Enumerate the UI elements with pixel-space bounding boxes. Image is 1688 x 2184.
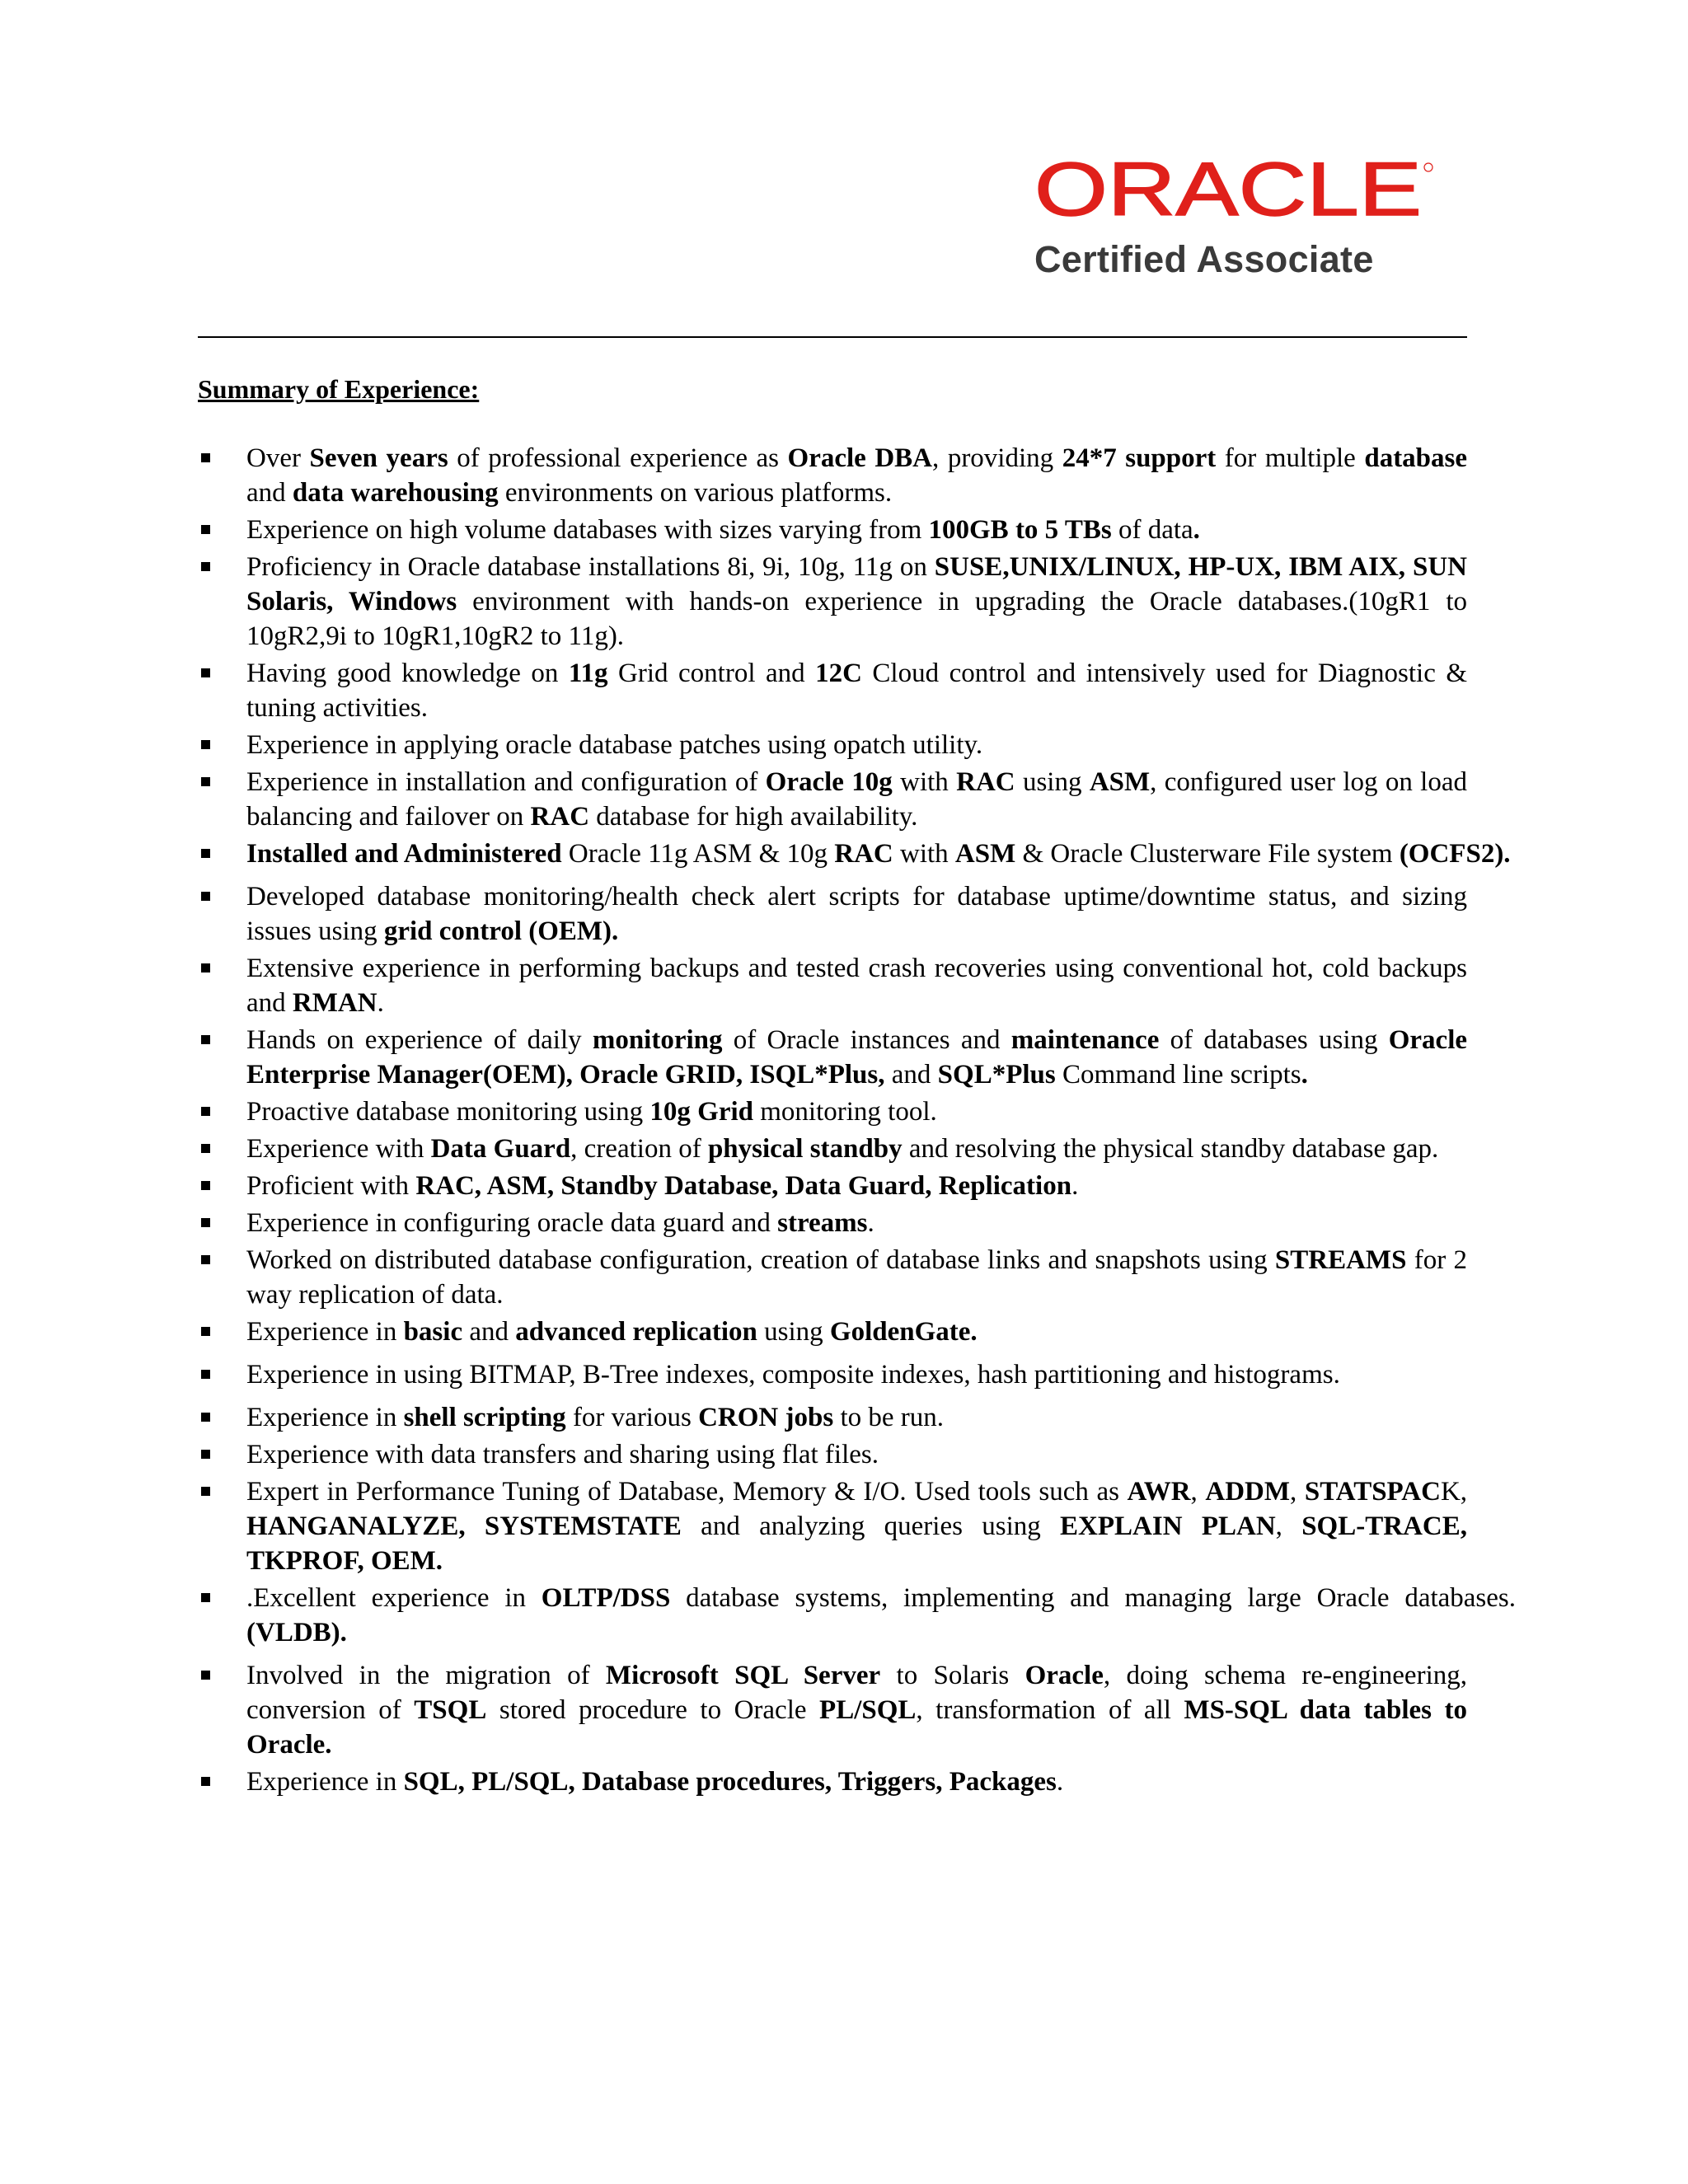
list-item xyxy=(198,1658,1467,1762)
square-bullet-icon xyxy=(201,1593,210,1602)
square-bullet-icon xyxy=(201,1327,210,1336)
list-item xyxy=(198,1094,1467,1129)
list-item xyxy=(198,1169,1467,1203)
list-item xyxy=(198,728,1467,762)
square-bullet-icon xyxy=(201,562,210,571)
item-text: Experience in installation and configuration of Oracle 10g with RAC using ASM, configured user log on load balancing and failover on RAC database for high availability. xyxy=(246,767,1467,832)
square-bullet-icon xyxy=(201,453,210,462)
list-item xyxy=(198,951,1467,1020)
item-text: Expert in Performance Tuning of Database, Memory & I/O. Used tools such as AWR, ADDM, STATSPACK, HANGANALYZE, SYSTEMSTATE and analyzing queries using EXPLAIN PLAN, SQL-TRACE, TKPROF, OEM. xyxy=(246,1477,1468,1576)
list-item xyxy=(198,1437,1467,1472)
square-bullet-icon xyxy=(201,668,210,677)
square-bullet-icon xyxy=(201,1255,210,1264)
square-bullet-icon xyxy=(201,777,210,786)
item-text: Experience with Data Guard, creation of physical standby and resolving the physical standby database gap. xyxy=(246,1134,1439,1164)
oracle-wordmark-logo xyxy=(1034,161,1434,220)
list-item xyxy=(198,1400,1467,1435)
logo-certification: Certified Associate xyxy=(1034,238,1374,280)
list-item xyxy=(198,1023,1467,1092)
list-item xyxy=(198,441,1467,510)
item-text: Experience in SQL, PL/SQL, Database procedures, Triggers, Packages. xyxy=(246,1767,1064,1797)
square-bullet-icon xyxy=(201,1035,210,1044)
oracle-certified-associate-logo xyxy=(1034,161,1463,281)
square-bullet-icon xyxy=(201,1370,210,1379)
header-divider xyxy=(198,336,1467,338)
item-text: Proficiency in Oracle database installations 8i, 9i, 10g, 11g on SUSE,UNIX/LINUX, HP-UX, IBM AIX, SUN Solaris, Windows environment with hands-on experience in upgrading the Oracle databases.(10gR1 to 10gR2,9i to 10gR1,10gR2 to 11g). xyxy=(246,552,1468,651)
square-bullet-icon xyxy=(201,1450,210,1459)
list-item xyxy=(198,513,1467,547)
item-text: Having good knowledge on 11g Grid control and 12C Cloud control and intensively used for Diagnostic & tuning activities. xyxy=(246,658,1467,723)
item-text: Experience on high volume databases with sizes varying from 100GB to 5 TBs of data. xyxy=(246,515,1200,545)
item-text: Over Seven years of professional experience as Oracle DBA, providing 24*7 support for multiple database and data warehousing environments on various platforms. xyxy=(246,443,1468,508)
item-text: Developed database monitoring/health check alert scripts for database uptime/downtime status, and sizing issues using grid control (OEM). xyxy=(246,882,1467,946)
item-text: Experience in configuring oracle data guard and streams. xyxy=(246,1208,874,1238)
experience-list xyxy=(198,441,1517,1802)
item-text: Experience in using BITMAP, B-Tree indexes, composite indexes, hash partitioning and histograms. xyxy=(246,1360,1340,1390)
square-bullet-icon xyxy=(201,740,210,749)
item-text: Involved in the migration of Microsoft SQL Server to Solaris Oracle, doing schema re-engineering, conversion of TSQL stored procedure to Oracle PL/SQL, transformation of all MS-SQL data tables to Oracle. xyxy=(246,1661,1467,1760)
list-item xyxy=(198,1581,1516,1650)
item-text: Extensive experience in performing backups and tested crash recoveries using conventional hot, cold backups and RMAN. xyxy=(246,954,1467,1018)
list-item xyxy=(198,765,1467,834)
item-text: Proficient with RAC, ASM, Standby Database, Data Guard, Replication. xyxy=(246,1171,1079,1201)
list-item xyxy=(198,656,1467,725)
list-item xyxy=(198,1357,1467,1392)
item-text: Experience in shell scripting for various CRON jobs to be run. xyxy=(246,1403,944,1432)
item-text: Experience in applying oracle database patches using opatch utility. xyxy=(246,730,983,760)
item-text: .Excellent experience in OLTP/DSS database systems, implementing and managing large Oracle databases. (VLDB). xyxy=(246,1583,1517,1647)
square-bullet-icon xyxy=(201,1218,210,1227)
list-item xyxy=(198,1765,1467,1799)
logo-brand: ORACLE xyxy=(1034,161,1422,220)
square-bullet-icon xyxy=(201,1107,210,1116)
square-bullet-icon xyxy=(201,963,210,972)
square-bullet-icon xyxy=(201,1777,210,1786)
square-bullet-icon xyxy=(201,1181,210,1190)
square-bullet-icon xyxy=(201,849,210,858)
list-item xyxy=(198,1206,1467,1240)
square-bullet-icon xyxy=(201,1413,210,1422)
list-item xyxy=(198,550,1467,654)
section-heading: Summary of Experience: xyxy=(198,374,480,404)
square-bullet-icon xyxy=(201,892,210,901)
item-text: Experience with data transfers and sharing using flat files. xyxy=(246,1440,879,1469)
item-text: Experience in basic and advanced replication using GoldenGate. xyxy=(246,1317,978,1347)
list-item xyxy=(198,1474,1467,1578)
registered-mark-icon xyxy=(1424,163,1432,171)
item-text: Worked on distributed database configuration, creation of database links and snapshots using STREAMS for 2 way replication of data. xyxy=(246,1245,1467,1310)
square-bullet-icon xyxy=(201,1671,210,1680)
square-bullet-icon xyxy=(201,1487,210,1496)
list-item xyxy=(198,1315,1467,1349)
item-text: Hands on experience of daily monitoring of Oracle instances and maintenance of databases using Oracle Enterprise Manager(OEM), Oracle GRID, ISQL*Plus, and SQL*Plus Command line scripts. xyxy=(246,1025,1468,1090)
item-text: Proactive database monitoring using 10g Grid monitoring tool. xyxy=(246,1097,937,1127)
square-bullet-icon xyxy=(201,1144,210,1153)
list-item xyxy=(198,1132,1467,1166)
item-text: Installed and Administered Oracle 11g ASM & 10g RAC with ASM & Oracle Clusterware File system (OCFS2). xyxy=(246,839,1511,869)
square-bullet-icon xyxy=(201,525,210,534)
list-item xyxy=(198,837,1516,871)
list-item xyxy=(198,879,1467,949)
list-item xyxy=(198,1243,1467,1312)
